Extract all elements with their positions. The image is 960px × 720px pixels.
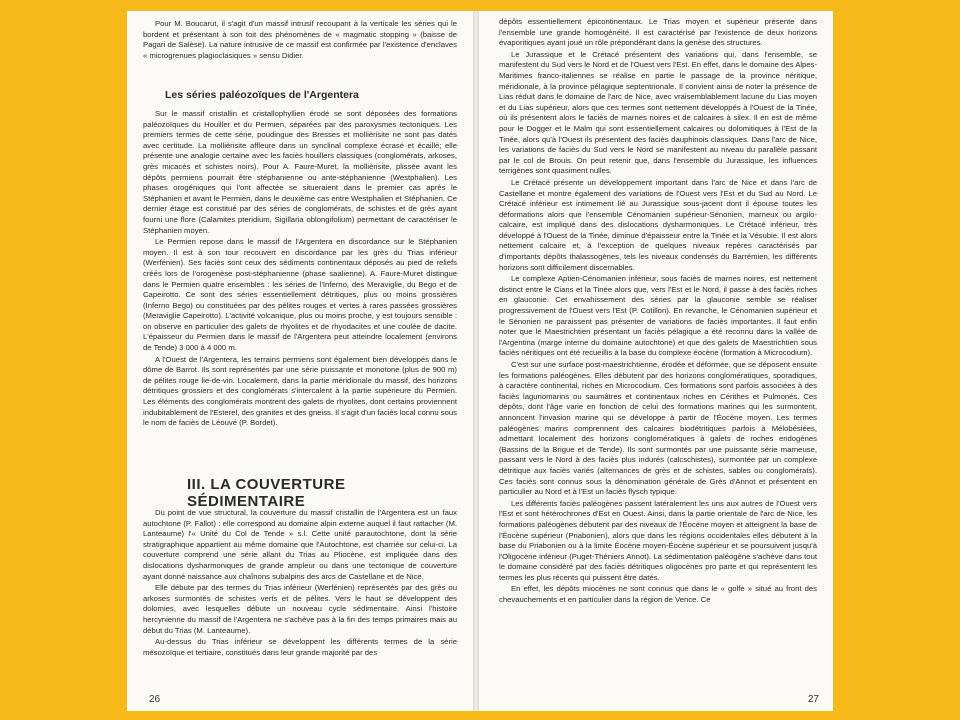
section-body — [143, 109, 457, 429]
section-paragraph: Sur le massif cristallin et cristallophyllien érodé se sont déposées des formations paléozoïques du Houiller et du Permien, séparées par des paroxysmes tectoniques. Les premiers termes de cette série, poudingue des Bresses et mollièrisite ne sont pas datés avec certitude. La mollièrisite affleure dans un synclinal complexe écrasé et écaillé; elle présente une analogie certaine avec les faciès houillers classiques (conglomérats, arkoses, grès micacés et schistes noirs). Pour A. Faure-Muret, la mollièrisite, plissée avant les dépôts permiens pourrait être stéphanienne ou ante-stéphanienne (Westphalien). Les phases orogéniques qui l'ont affectée se situeraient dans le premier cas après le Stéphanien et avant le Permien, dans le deuxième cas entre Westphalien et Stéphanien. Ce dernier étage est constitué par des séries de conglomérats, de schistes et de grès ayant fourni une flore (Calamites pteridium, Sigillaria oblongifolium) permettant de caractériser le Stéphanien moyen. — [143, 109, 457, 235]
right-page — [479, 11, 833, 711]
right-body — [499, 17, 817, 606]
chapter-heading: III. LA COUVERTURE SÉDIMENTAIRE — [187, 476, 346, 510]
right-paragraph: Le Jurassique et le Crétacé présentent des variations qui, dans l'ensemble, se manifestent du Sud vers le Nord et de l'Ouest vers l'Est. En effet, dans le domaine des Alpes-Maritimes franco-italiennes se réalise en partie le passage de la province néritique, méridionale, à la province pélagique septentrionale. Il convient ainsi de noter la présence de Lias réduit dans le domaine de l'arc de Nice, avec vraisemblablement lacune du Lias moyen et du Lias supérieur, alors que ces termes sont nettement développés à l'Ouest de la Tinée, où ils présentent alors le faciès de marnes noires et de calcaires à silex. Il en est de même pour le Dogger et le Malm qui sont essentiellement calcaires ou dolomitiques à l'Est de la Tinée, alors qu'à l'Ouest ils présentent des faciès dauphinois classiques. Dans l'arc de Nice, les variations de faciès du Sud vers le Nord se manifestent au niveau du parallèle passant par le col de Brouis. On peut retenir que, dans l'ensemble du Jurassique, les influences terrigènes sont quasiment nulles. — [499, 49, 817, 176]
section-heading: Les séries paléozoïques de l'Argentera — [165, 89, 359, 101]
left-intro — [143, 19, 457, 61]
left-page — [127, 11, 473, 711]
intro-paragraph: Pour M. Boucarut, il s'agit d'un massif intrusif recoupant à la verticale les séries qui le bordent et présentant à son toit des phénomènes de « magmatic stopping » (baisse de Pagari de Salèse). La nature intrusive de ce massif est confirmée par l'existence d'enclaves « microgrenues plagioclasiques » sensu Didier. — [143, 19, 457, 60]
chapter-paragraph: Du point de vue structural, la couverture du massif cristallin de l'Argentera est un faux autochtone (P. Fallot) : elle correspond au domaine alpin externe auquel il faut rattacher (M. Lanteaume) l'« Unité du Col de Tende » s.l. Cette unité parautochtone, dont la série stratigraphique appartient au même domaine que l'Autochtone, est charriée sur celui-ci. La couverture comprend une série allant du Trias au Pliocène, est impliquée dans des dislocations dysharmoniques de grande ampleur ou dans une tectonique de couverture ayant donné naissance aux chaînons subalpins des arcs de Castellane et de Nice. — [143, 508, 457, 581]
chapter-paragraph: Au-dessus du Trias inférieur se développent les différents termes de la série mésozoïque et tertiaire, constitués dans leur grande majorité par des — [143, 637, 457, 657]
page-number-left: 26 — [149, 694, 161, 705]
right-paragraph: En effet, les dépôts miocènes ne sont connus que dans le « golfe » situé au front des chevauchements et en particulier dans la région de Vence. Ce — [499, 584, 817, 605]
section-paragraph: Le Permien repose dans le massif de l'Argentera en discordance sur le Stéphanien moyen. Il est à son tour recouvert en discordance par les grès du Trias inférieur (Werfénien). Ses faciès sont ceux des sédiments continentaux déposés au pied de reliefs créés lors de l'orogenèse post-stéphanienne (phase saalienne). A. Faure-Muret distingue dans le Permien quatre ensembles : les séries de l'Inferno, des Meraviglie, du Bego et de Capeirotto. Ce sont des séries essentiellement détritiques, plus ou moins grossières (Inferno Bego) ou constituées par des pélites rouges et vertes à rares passées grossières (Meraviglie Capeirotto). L'activité volcanique, plus ou moins proche, y est toujours sensible : on observe en particulier des galets de rhyolites et de rhyodacites et une coulée de dacite. L'épaisseur du Permien dans le massif de l'Argentera peut atteindre localement (environs de Tende) 3 000 à 4 000 m. — [143, 237, 457, 353]
right-paragraph: dépôts essentiellement épicontinentaux. Le Trias moyen et supérieur présente dans l'ensemble une grande homogénéité. Il est caractérisé par l'existence de deux horizons évaporitiques ayant joué un rôle prépondérant dans la genèse des structures. — [499, 17, 817, 48]
right-paragraph: Les différents faciès paléogènes passent latéralement les uns aux autres de l'Ouest vers l'Est et sont hétérochrones d'Est en Ouest. Ainsi, dans la partie orientale de l'arc de Nice, les formations paléogènes débutent par des niveaux de l'Éocène moyen et atteignent la base de l'Éocène supérieur (Priabonien), alors que dans les régions occidentales elles débutent à la base du Priabonien ou à la limite Éocène moyen-Éocène supérieur et se poursuivent jusqu'à l'Oligocène inférieur (Puget-Théniers Annot). La sédimentation paléogène s'achève dans tout le domaine considéré par des faciès détritiques oligocènes pro parte et qui représentent les termes les plus récents qui puissent être datés. — [499, 498, 817, 582]
right-paragraph: Le Crétacé présente un développement important dans l'arc de Nice et dans l'arc de Castellane et montre également des variations de l'Ouest vers l'Est et du Sud au Nord. Le Crétacé inférieur est intimement lié au Jurassique sous-jacent dont il épouse toutes les déformations alors que l'ensemble Cénomanien supérieur-Sénonien, marneux ou argilo-calcaire, est impliqué dans des dislocations dysharmoniques. Le Crétacé inférieur, très développé à l'Ouest de la Tinée, diminue d'épaisseur entre la Tinée et la Vésubie. Il est alors nettement calcaire et, à l'exception de quelques niveaux repères caractérisés par d'importants dépôts thalassogènes, tels les niveaux condensés du Barrémien, les différents horizons sont difficilement discernables. — [499, 177, 817, 272]
right-paragraph: Le complexe Aptien-Cénomanien inférieur, sous faciès de marnes noires, est nettement distinct entre le Cians et la Tinée alors que, vers l'Est et le Nord, il passe à des faciès riches en glauconie. Cet envahissement des séries par la glauconie semble se réaliser progressivement de l'Ouest vers l'Est (P. Cotillon). En revanche, le Cénomanien supérieur et le Sénonien ne paraissent pas présenter de variations de faciès importantes. Il faut enfin noter que le Maestrichtien présentant un faciès pélagique a été reconnu dans la vallée de l'Argentina (marge interne du domaine autochtone) et que des galets de Maestrichtien sous faciès néritiques ont été recueillis à la base du complexe éocène (formation à Microcodium). — [499, 274, 817, 358]
page-number-right: 27 — [807, 694, 819, 705]
chapter-paragraph: Elle débute par des termes du Trias inférieur (Werfénien) représentés par des grès ou arkoses surmontés de schistes verts et de pélites. Vers le haut se développent des dolomies, avec lesquelles débute un nouveau cycle sédimentaire. Ainsi l'histoire hercynienne du massif de l'Argentera ne s'achève pas à la fin des temps primaires mais au début du Trias (M. Lanteaume). — [143, 583, 457, 635]
right-paragraph: C'est sur une surface post-maestrichtienne, érodée et déformée, que se déposent ensuite les formations paléogènes. Elles débutent par des horizons conglomératiques, sporadiques, à caractère continental, riches en Microcodium. Ces formations sont parfois associées à des faciès lagunomarins ou saumâtres et continentaux riches en Cérithes et Pulmonés. Ces dépôts, dont l'âge varie en fonction de celui des formations marines qui les surmontent, annoncent l'invasion marine qui se développe à partir de l'Éocène moyen. Les termes paléogènes marins comprennent des calcaires biodétritiques parfois à Mélobésiées, admettant localement des horizons conglomératiques à galets de roches endogènes (Bassins de la Brigue et de Tende). Ils sont surmontés par une puissante série marneuse, passant vers le Nord à des faciès plus indurés (calcschistes), surmontée par un complexe détritique aux faciès variés (alternances de grès et de schistes, sables ou conglomérats). Ces faciès sont connus sous la dénomination générale de Grès d'Annot et présentent en particulier au Nord et à l'Est un faciès flysch typique. — [499, 360, 817, 497]
section-paragraph: A l'Ouest de l'Argentera, les terrains permiens sont également bien développés dans le dôme de Barrot. Ils sont représentés par une série puissante et monotone (plus de 900 m) de pélites rouge lie-de-vin. Localement, dans la partie méridionale du massif, des horizons détritiques grossiers et des conglomérats s'intercalent à la partie supérieure du Permien. Les éléments des conglomérats montrent des galets de rhyolites, dont certains proviennent indubitablement de l'Esterel, des granites et des gneiss. Il s'agit d'un faciès local connu sous le nom de faciès de Léouvé (P. Bordet). — [143, 354, 457, 428]
book-spread — [127, 11, 833, 711]
chapter-body — [143, 508, 457, 658]
